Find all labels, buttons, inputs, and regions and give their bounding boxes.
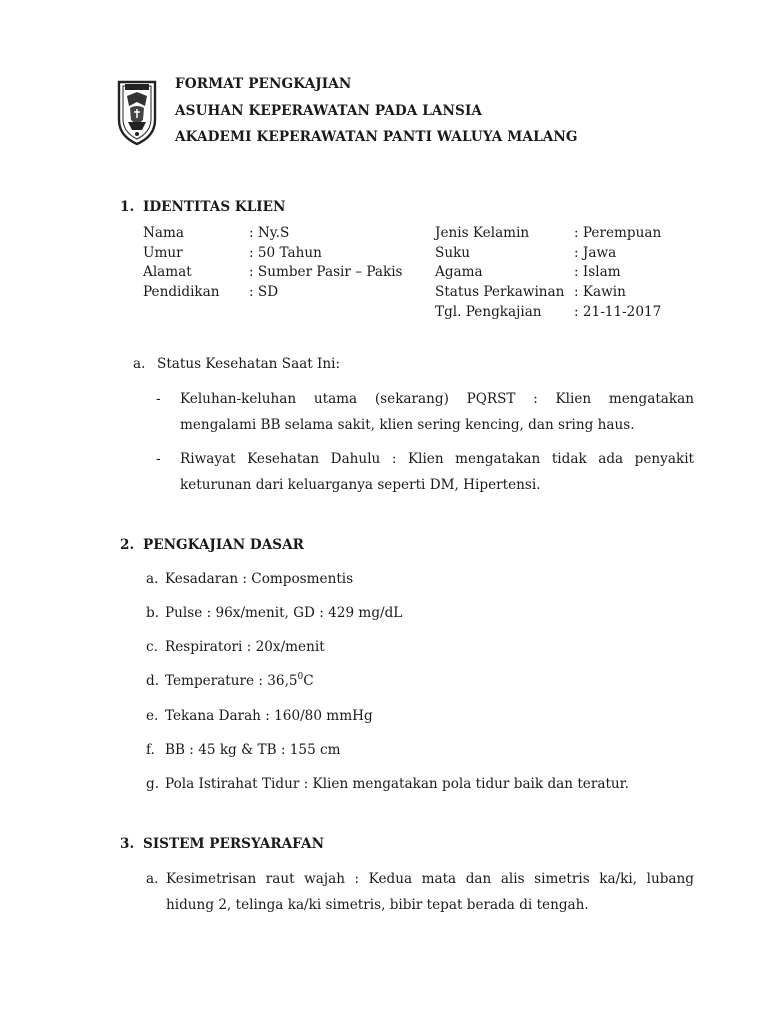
identity-value: : Ny.S: [249, 225, 290, 241]
subsection-status-kesehatan: [133, 356, 340, 372]
identity-value: : 21-11-2017: [574, 304, 662, 320]
item-text: Kesadaran : Composmentis: [165, 571, 354, 587]
item-unit: C: [303, 673, 314, 689]
bullet-dash: -: [156, 451, 161, 467]
identity-label: Suku: [435, 245, 471, 261]
item-text: Temperature : 36,5: [165, 673, 298, 689]
header-title-institution: AKADEMI KEPERAWATAN PANTI WALUYA MALANG: [175, 129, 578, 145]
identity-value: : Perempuan: [574, 225, 662, 241]
list-item: [146, 639, 325, 655]
list-marker: g.: [146, 776, 160, 792]
identity-label: Umur: [143, 245, 183, 261]
identity-value: : Jawa: [574, 245, 617, 261]
section-number: 2.: [120, 537, 135, 553]
identity-label: Jenis Kelamin: [435, 225, 530, 241]
identity-value: : Sumber Pasir – Pakis: [249, 264, 403, 280]
list-marker: a.: [146, 871, 159, 887]
identity-value: : Islam: [574, 264, 621, 280]
list-item: Keluhan-keluhan utama (sekarang) PQRST : Klien mengatakan mengalami BB selama sakit, klien sering kencing, dan sring haus.: [180, 391, 694, 433]
header-title-asuhan: ASUHAN KEPERAWATAN PADA LANSIA: [175, 103, 483, 119]
list-item: [146, 866, 694, 918]
section-2-heading: [120, 537, 304, 553]
list-item: [146, 673, 314, 689]
item-text: Pulse : 96x/menit, GD : 429 mg/dL: [165, 605, 403, 621]
section-title: PENGKAJIAN DASAR: [143, 537, 304, 553]
identity-label: Pendidikan: [143, 284, 220, 300]
identity-label: Nama: [143, 225, 184, 241]
superscript: 0: [297, 672, 304, 682]
identity-label: Alamat: [143, 264, 192, 280]
list-marker: a.: [133, 356, 146, 372]
item-text: BB : 45 kg & TB : 155 cm: [165, 742, 341, 758]
list-marker: b.: [146, 605, 160, 621]
header-title-format: FORMAT PENGKAJIAN: [175, 76, 352, 92]
list-marker: d.: [146, 673, 160, 689]
section-number: 1.: [120, 199, 135, 215]
item-text: Respiratori : 20x/menit: [165, 639, 325, 655]
identity-label: Agama: [435, 264, 483, 280]
list-item: [146, 776, 629, 792]
identity-label: Tgl. Pengkajian: [435, 304, 542, 320]
item-text: Tekana Darah : 160/80 mmHg: [165, 708, 373, 724]
list-marker: f.: [146, 742, 155, 758]
list-marker: c.: [146, 639, 158, 655]
institution-logo: [116, 76, 158, 146]
identity-value: : 50 Tahun: [249, 245, 322, 261]
section-1-heading: [120, 199, 285, 215]
identity-value: : Kawin: [574, 284, 626, 300]
list-item: [146, 742, 341, 758]
list-marker: e.: [146, 708, 159, 724]
item-text: Kesimetrisan raut wajah : Kedua mata dan alis simetris ka/ki, lubang hidung 2, telinga ka/ki simetris, bibir tepat berada di tengah.: [166, 871, 694, 913]
list-item: [146, 708, 373, 724]
item-text: Pola Istirahat Tidur : Klien mengatakan pola tidur baik dan teratur.: [165, 776, 629, 792]
section-title: SISTEM PERSYARAFAN: [143, 836, 324, 852]
section-number: 3.: [120, 836, 135, 852]
list-item: [146, 605, 402, 621]
section-title: IDENTITAS KLIEN: [143, 199, 286, 215]
identity-label: Status Perkawinan: [435, 284, 565, 300]
identity-value: : SD: [249, 284, 279, 300]
section-3-heading: [120, 836, 324, 852]
bullet-dash: -: [156, 391, 161, 407]
list-item: Riwayat Kesehatan Dahulu : Klien mengatakan tidak ada penyakit keturunan dari keluarganya seperti DM, Hipertensi.: [180, 451, 694, 493]
list-item: [146, 571, 353, 587]
subsection-title: Status Kesehatan Saat Ini:: [157, 356, 341, 372]
list-marker: a.: [146, 571, 159, 587]
